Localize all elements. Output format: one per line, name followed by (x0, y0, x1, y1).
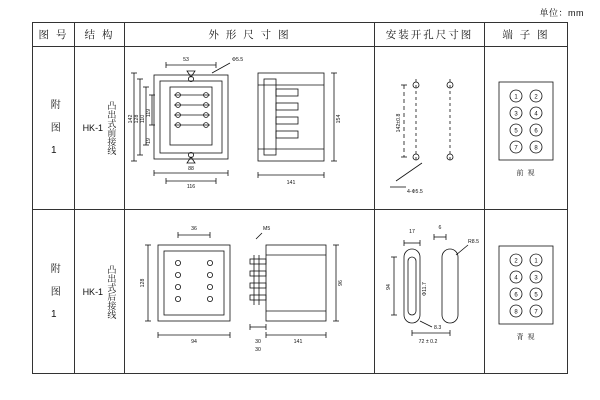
dim-left-1-b: 128 (133, 114, 140, 124)
terminal-num-l4: 8 (514, 309, 518, 315)
dim-right-2-b: 30 (254, 338, 261, 345)
terminal-num-l3: 6 (514, 292, 518, 298)
dim-left-1-e: 19 (145, 138, 152, 144)
dim-bottom-1-b: 88 (187, 166, 194, 172)
fig-no-label-2: 附 图 1 (48, 262, 60, 321)
terminal-diagram-2 (495, 242, 557, 328)
terminal-cell-1 (485, 47, 567, 209)
unit-note: 单位：mm (539, 8, 584, 18)
mount-top-dim-2-b: 6 (438, 224, 441, 231)
mount-dim-vertical-1: 142±0.8 (395, 113, 402, 133)
terminal-num-l4: 7 (514, 145, 518, 152)
mounting-drawing-cell-1 (375, 47, 485, 209)
mounting-drawing-2 (376, 217, 484, 367)
terminal-cell-2 (485, 210, 567, 373)
dim-depth-2: 141 (293, 338, 302, 345)
mount-bottom-dim-2-a: 72 ± 0.2 (418, 338, 437, 345)
dim-screw-2: M5 (262, 225, 270, 232)
mount-bottom-dim-2-b: 8.3 (433, 324, 441, 331)
terminal-diagram-1 (495, 78, 557, 164)
terminal-num-r4: 7 (534, 309, 538, 315)
terminal-num-r2: 3 (534, 275, 538, 281)
fig-no-cell-1 (33, 47, 75, 209)
mount-radius-2: R8.5 (467, 238, 479, 245)
outline-drawing-1 (126, 49, 374, 207)
header-terminal: 端 子 图 (502, 29, 550, 41)
terminal-num-r4: 8 (534, 145, 538, 152)
mount-inner-dim-2: Ф11.7 (421, 281, 428, 296)
outline-drawing-cell-2 (125, 210, 375, 373)
dim-left-2-a: 128 (139, 278, 146, 287)
dim-left-1-a: 142 (127, 114, 134, 124)
mounting-drawing-cell-2 (375, 210, 485, 373)
dim-bottom-2-a: 94 (190, 338, 197, 345)
dim-left-1-d: 119 (145, 108, 152, 118)
terminal-num-l2: 3 (514, 111, 518, 118)
structure-text-2: 凸出式后接线 (106, 264, 117, 319)
mount-dim-hole-1: 4-Ф5.5 (406, 189, 423, 195)
mount-dim-vertical-2: 94 (385, 283, 392, 290)
structure-code-1: HK-1 (82, 123, 104, 133)
fig-no-label-1: 附 图 1 (48, 99, 60, 157)
table-row (33, 47, 567, 210)
fig-no-cell-2 (33, 210, 75, 373)
dim-top-width-2: 36 (190, 225, 197, 232)
structure-text-1: 凸出式前接线 (106, 101, 117, 155)
terminal-caption-2: 背 视 (516, 333, 536, 341)
structure-code-2: HK-1 (82, 286, 104, 297)
terminal-num-l3: 5 (514, 128, 518, 135)
terminal-num-r3: 6 (534, 128, 538, 135)
dim-top-width-1: 53 (182, 57, 189, 63)
header-outline: 外 形 尺 寸 图 (125, 23, 375, 46)
terminal-num-r1: 2 (534, 94, 538, 101)
header-fig-no: 图 号 (33, 23, 75, 46)
dim-right-2-a: 96 (337, 279, 344, 286)
outline-drawing-2 (126, 217, 374, 367)
outline-drawing-cell-1 (125, 47, 375, 209)
spec-table (32, 22, 568, 374)
terminal-num-l2: 4 (514, 275, 518, 281)
terminal-num-l1: 2 (514, 258, 518, 264)
dim-depth-1: 141 (286, 180, 295, 186)
structure-cell-1 (75, 47, 125, 209)
terminal-num-r2: 4 (534, 111, 538, 118)
structure-cell-2 (75, 210, 125, 373)
dim-left-1-c: 110 (139, 114, 146, 124)
terminal-caption-1: 前 视 (516, 170, 536, 177)
dim-bottom-1-a: 116 (186, 184, 195, 190)
terminal-num-r1: 1 (534, 258, 538, 264)
mounting-drawing-1 (376, 53, 484, 203)
header-mounting: 安装开孔尺寸图 (375, 23, 485, 46)
table-header-row (33, 23, 567, 47)
dim-right-2-c: 30 (254, 346, 261, 353)
dim-hole-dia-1: Ф5.5 (231, 57, 243, 63)
header-structure: 结 构 (75, 23, 125, 46)
mount-top-dim-2-a: 17 (408, 228, 415, 235)
terminal-num-l1: 1 (514, 94, 518, 101)
terminal-num-r3: 5 (534, 292, 538, 298)
dim-right-height-1: 154 (335, 114, 342, 124)
table-row (33, 210, 567, 373)
